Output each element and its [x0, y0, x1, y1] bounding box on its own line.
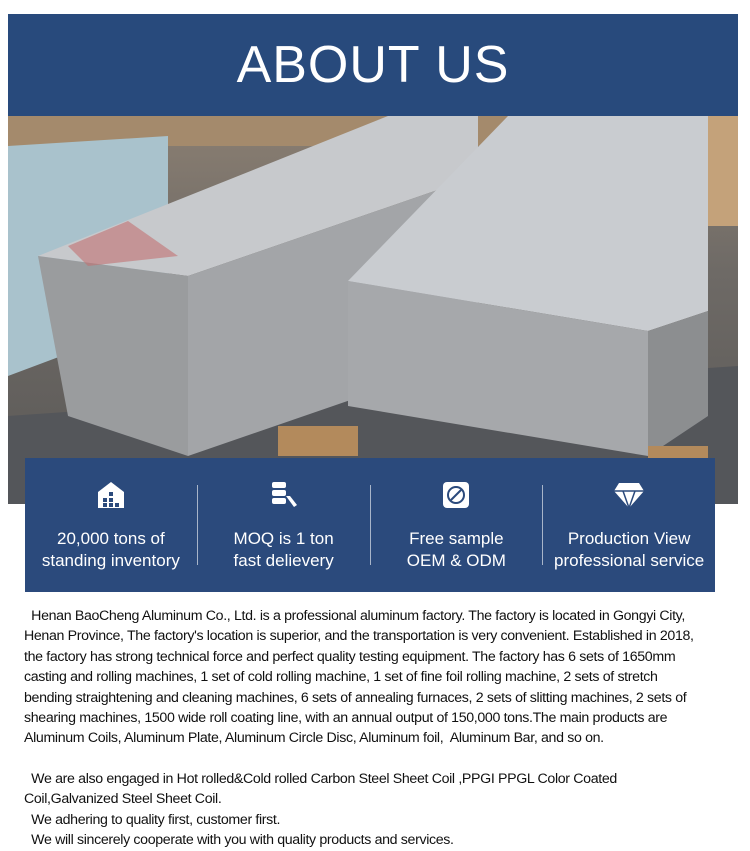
- text-line: shearing machines, 1500 wide roll coating line, with an annual output of 150,000 tons.The main products are: [24, 710, 668, 727]
- feature-sample: [371, 478, 543, 572]
- feature-line2: OEM & ODM: [406, 551, 506, 570]
- feature-line2: professional service: [554, 551, 705, 570]
- aluminum-sheets-photo: [8, 116, 738, 504]
- text-line: We are also engaged in Hot rolled&Cold rolled Carbon Steel Sheet Coil ,PPGI PPGL Color Coated: [24, 770, 617, 787]
- stack-icon: [269, 478, 299, 512]
- text-line: Aluminum Coils, Aluminum Plate, Aluminum Circle Disc, Aluminum foil, Aluminum Bar, and so on.: [24, 730, 604, 747]
- features-band: [25, 458, 715, 592]
- company-description: [24, 606, 744, 850]
- feature-line2: standing inventory: [41, 551, 180, 570]
- text-line: We will sincerely cooperate with you with quality products and services.: [24, 832, 454, 849]
- feature-line2: fast delievery: [233, 551, 334, 570]
- feature-line1: Production View: [567, 529, 691, 548]
- page-title: ABOUT US: [236, 36, 510, 94]
- sample-icon: [441, 478, 471, 512]
- feature-inventory: [25, 478, 197, 572]
- text-line: Henan BaoCheng Aluminum Co., Ltd. is a professional aluminum factory. The factory is located in Gongyi City,: [24, 608, 685, 624]
- text-line: the factory has strong technical force and perfect quality testing equipment. The factory has 6 sets of 1650mm: [24, 648, 676, 665]
- diamond-icon: [613, 478, 645, 512]
- feature-service: [543, 478, 715, 572]
- warehouse-icon: [96, 478, 126, 512]
- text-line: casting and rolling machines, 1 set of cold rolling machine, 1 set of fine foil rolling machine, 2 sets of stretch: [24, 669, 658, 686]
- text-line: Coil,Galvanized Steel Sheet Coil.: [24, 791, 222, 808]
- header-banner: [8, 14, 738, 116]
- feature-line1: Free sample: [409, 529, 504, 548]
- text-line: Henan Province, The factory's location is superior, and the transportation is very convenient. Established in 2018,: [24, 628, 694, 645]
- feature-line1: MOQ is 1 ton: [233, 529, 334, 548]
- text-line: bending straightening and cleaning machines, 6 sets of annealing furnaces, 2 sets of slitting machines, 2 sets of: [24, 689, 687, 706]
- feature-line1: 20,000 tons of: [56, 529, 165, 548]
- feature-moq: [198, 478, 370, 572]
- text-line: We adhering to quality first, customer first.: [24, 811, 281, 828]
